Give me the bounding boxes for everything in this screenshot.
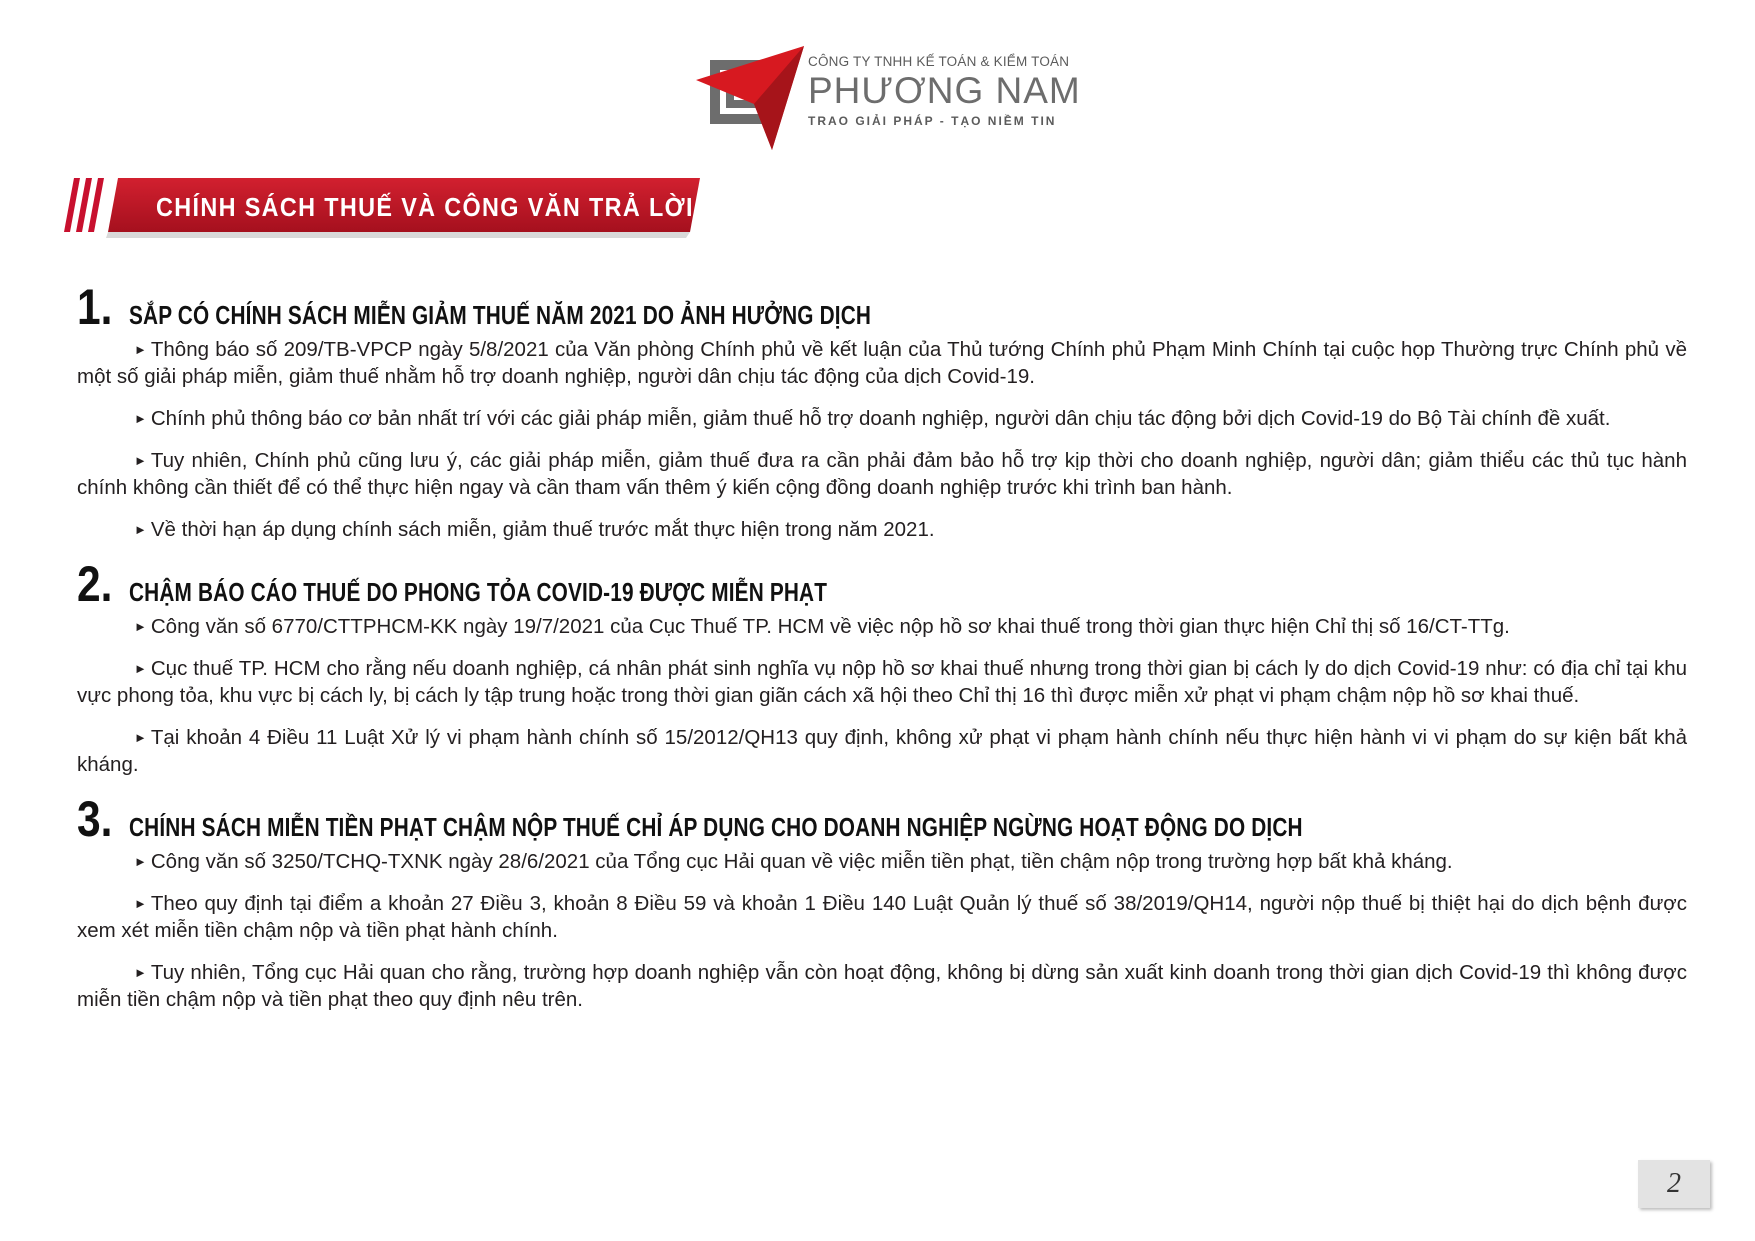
- bullet-icon: ►: [134, 342, 147, 357]
- paragraph-text: Theo quy định tại điểm a khoản 27 Điều 3, khoản 8 Điều 59 và khoản 1 Điều 140 Luật Quản lý thuế số 38/2019/QH14, người nộp thuế bị thiệt hại do dịch bệnh được xem xét miễn tiền chậm nộp và tiền phạt hành chính.: [77, 892, 1687, 942]
- bullet-icon: ►: [134, 453, 147, 468]
- document-body: [77, 279, 1687, 1029]
- company-logo: [696, 46, 1081, 151]
- logo-text: [808, 54, 1081, 128]
- paragraph: [77, 447, 1687, 501]
- bullet-icon: ►: [134, 730, 147, 745]
- section-banner: [60, 178, 710, 238]
- section-1: [77, 279, 1687, 543]
- section-heading: [77, 791, 1687, 848]
- section-number: 2.: [77, 556, 113, 612]
- section-title: SẮP CÓ CHÍNH SÁCH MIỄN GIẢM THUẾ NĂM 2021 DO ẢNH HƯỞNG DỊCH: [129, 300, 872, 330]
- paragraph-text: Thông báo số 209/TB-VPCP ngày 5/8/2021 của Văn phòng Chính phủ về kết luận của Thủ tướng Chính phủ Phạm Minh Chính tại cuộc họp Thường trực Chính phủ về một số giải pháp miễn, giảm thuế nhằm hỗ trợ doanh nghiệp, người dân chịu tác động của dịch Covid-19.: [77, 338, 1687, 388]
- bullet-icon: ►: [134, 411, 147, 426]
- section-3: [77, 791, 1687, 1013]
- bullet-icon: ►: [134, 854, 147, 869]
- section-2: [77, 556, 1687, 778]
- paragraph: [77, 890, 1687, 944]
- paragraph: [77, 336, 1687, 390]
- bullet-icon: ►: [134, 661, 147, 676]
- bullet-icon: ►: [134, 965, 147, 980]
- section-number: 1.: [77, 279, 113, 335]
- paragraph-text: Tuy nhiên, Chính phủ cũng lưu ý, các giải pháp miễn, giảm thuế đưa ra cần phải đảm bảo hỗ trợ kịp thời cho doanh nghiệp, người dân; giảm thiểu các thủ tục hành chính không cần thiết để có thể thực hiện ngay và cần tham vấn thêm ý kiến cộng đồng doanh nghiệp trước khi trình ban hành.: [77, 449, 1687, 499]
- paragraph-text: Về thời hạn áp dụng chính sách miễn, giảm thuế trước mắt thực hiện trong năm 2021.: [150, 518, 935, 541]
- paragraph-text: Công văn số 6770/CTTPHCM-KK ngày 19/7/2021 của Cục Thuế TP. HCM về việc nộp hồ sơ khai thuế trong thời gian thực hiện Chỉ thị số 16/CT-TTg.: [150, 615, 1510, 638]
- paragraph: [77, 613, 1687, 640]
- section-heading: [77, 556, 1687, 613]
- logo-slogan: TRAO GIẢI PHÁP - TẠO NIỀM TIN: [808, 114, 1057, 128]
- page-number: 2: [1638, 1160, 1710, 1208]
- banner-title: CHÍNH SÁCH THUẾ VÀ CÔNG VĂN TRẢ LỜI: [156, 192, 694, 222]
- paragraph: [77, 959, 1687, 1013]
- bullet-icon: ►: [134, 619, 147, 634]
- bullet-icon: ►: [134, 896, 147, 911]
- paragraph: [77, 655, 1687, 709]
- paragraph: [77, 405, 1687, 432]
- paragraph-text: Cục thuế TP. HCM cho rằng nếu doanh nghiệp, cá nhân phát sinh nghĩa vụ nộp hồ sơ khai thuế nhưng trong thời gian bị cách ly do dịch Covid-19 như: có địa chỉ tại khu vực phong tỏa, khu vực bị cách ly, bị cách ly tập trung hoặc trong thời gian giãn cách xã hội theo Chỉ thị 16 thì được miễn xử phạt vi phạm chậm nộp hồ sơ khai thuế.: [77, 657, 1687, 707]
- logo-mark-icon: [696, 46, 806, 151]
- logo-name: PHƯƠNG NAM: [808, 70, 1081, 111]
- paragraph: [77, 516, 1687, 543]
- paragraph: [77, 724, 1687, 778]
- section-heading: [77, 279, 1687, 336]
- paragraph-text: Chính phủ thông báo cơ bản nhất trí với các giải pháp miễn, giảm thuế hỗ trợ doanh nghiệp, người dân chịu tác động bởi dịch Covid-19 do Bộ Tài chính đề xuất.: [150, 407, 1611, 430]
- logo-company: CÔNG TY TNHH KẾ TOÁN & KIỂM TOÁN: [808, 54, 1070, 69]
- paragraph: [77, 848, 1687, 875]
- section-number: 3.: [77, 791, 113, 847]
- paragraph-text: Tại khoản 4 Điều 11 Luật Xử lý vi phạm hành chính số 15/2012/QH13 quy định, không xử phạt vi phạm hành chính nếu thực hiện hành vi vi phạm do sự kiện bất khả kháng.: [77, 726, 1687, 776]
- paragraph-text: Tuy nhiên, Tổng cục Hải quan cho rằng, trường hợp doanh nghiệp vẫn còn hoạt động, không bị dừng sản xuất kinh doanh trong thời gian dịch Covid-19 thì không được miễn tiền chậm nộp và tiền phạt theo quy định nêu trên.: [77, 961, 1687, 1011]
- section-title: CHẬM BÁO CÁO THUẾ DO PHONG TỎA COVID-19 ĐƯỢC MIỄN PHẠT: [129, 577, 828, 607]
- bullet-icon: ►: [134, 522, 147, 537]
- section-title: CHÍNH SÁCH MIỄN TIỀN PHẠT CHẬM NỘP THUẾ CHỈ ÁP DỤNG CHO DOANH NGHIỆP NGỪNG HOẠT ĐỘNG DO DỊCH: [129, 812, 1303, 842]
- paragraph-text: Công văn số 3250/TCHQ-TXNK ngày 28/6/2021 của Tổng cục Hải quan về việc miễn tiền phạt, tiền chậm nộp trong trường hợp bất khả kháng.: [150, 850, 1453, 873]
